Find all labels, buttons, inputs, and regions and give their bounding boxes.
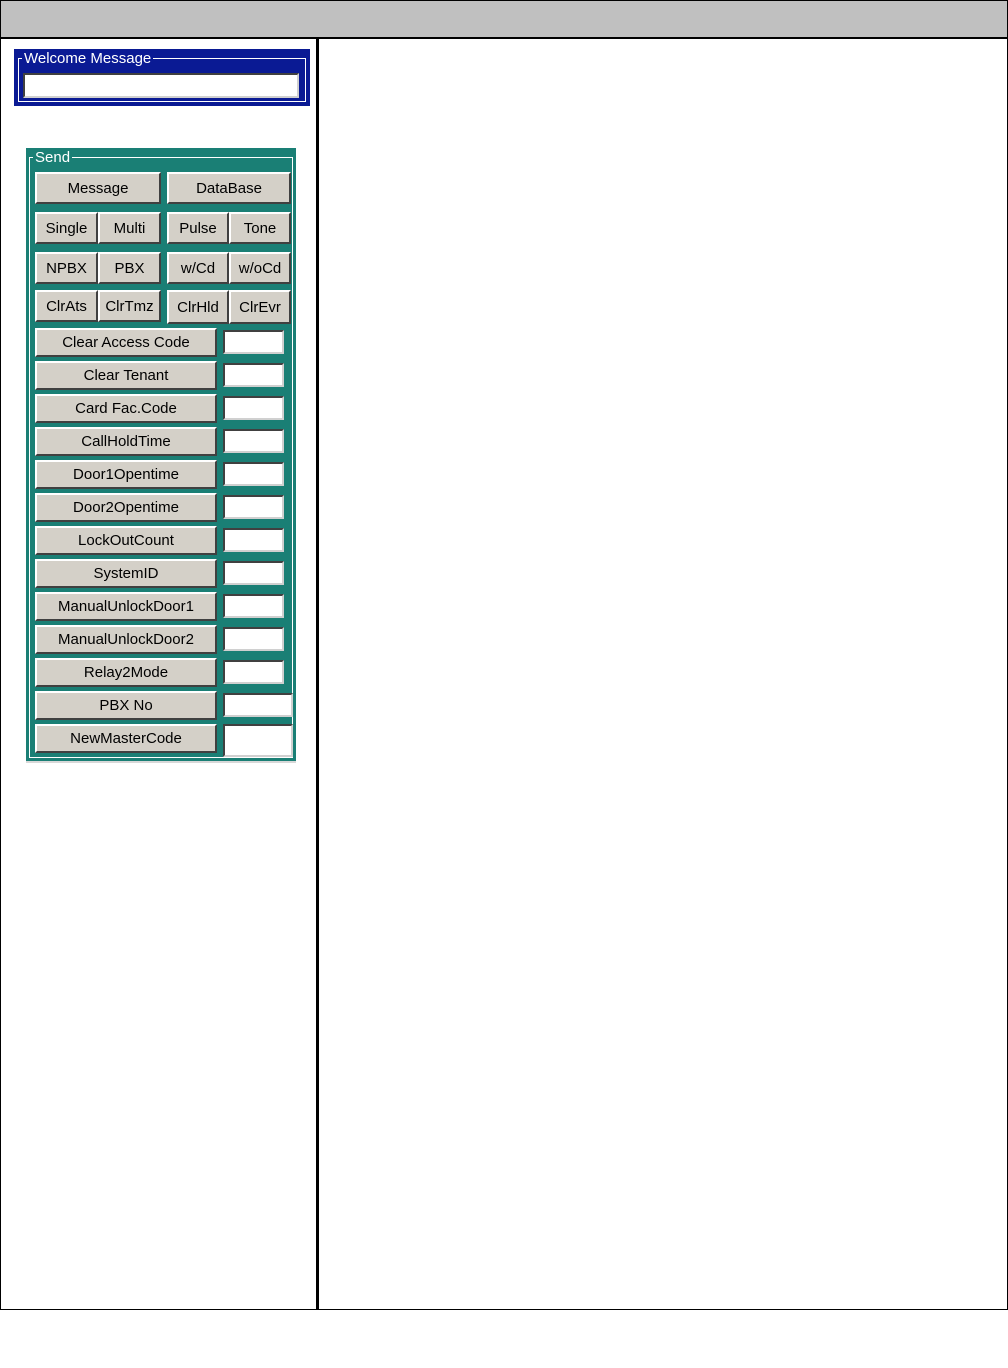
param-button[interactable]: Card Fac.Code <box>35 394 217 423</box>
clear-ats-button[interactable]: ClrAts <box>35 290 98 322</box>
welcome-message-group <box>14 49 310 106</box>
param-value-field[interactable] <box>223 396 284 420</box>
tone-button[interactable]: Tone <box>229 212 291 244</box>
param-value-field[interactable] <box>223 561 284 585</box>
welcome-message-input[interactable] <box>23 73 299 98</box>
param-value-field[interactable] <box>223 330 284 354</box>
param-button[interactable]: LockOutCount <box>35 526 217 555</box>
pulse-tone-pair <box>167 212 291 244</box>
send-legend: Send <box>35 149 71 166</box>
database-button[interactable]: DataBase <box>167 172 291 204</box>
param-value-field[interactable] <box>223 594 284 618</box>
param-value-field[interactable] <box>223 429 284 453</box>
header-bar <box>0 0 1008 38</box>
send-group <box>26 148 296 761</box>
clear-hld-evr-pair <box>167 290 291 324</box>
welcome-message-legend: Welcome Message <box>24 50 152 67</box>
param-button[interactable]: CallHoldTime <box>35 427 217 456</box>
param-value-field[interactable] <box>223 495 284 519</box>
pbx-pair <box>35 252 161 284</box>
clear-hld-button[interactable]: ClrHld <box>167 290 229 324</box>
message-button[interactable]: Message <box>35 172 161 204</box>
param-button[interactable]: Relay2Mode <box>35 658 217 687</box>
param-button[interactable]: PBX No <box>35 691 217 720</box>
param-value-field[interactable] <box>223 462 284 486</box>
param-value-field[interactable] <box>223 724 293 757</box>
card-mode-pair <box>167 252 291 284</box>
param-value-field[interactable] <box>223 660 284 684</box>
npbx-button[interactable]: NPBX <box>35 252 98 284</box>
param-button[interactable]: Door2Opentime <box>35 493 217 522</box>
right-panel <box>317 38 1008 1310</box>
param-button[interactable]: SystemID <box>35 559 217 588</box>
single-button[interactable]: Single <box>35 212 98 244</box>
pulse-button[interactable]: Pulse <box>167 212 229 244</box>
param-button[interactable]: ManualUnlockDoor2 <box>35 625 217 654</box>
clear-tmz-button[interactable]: ClrTmz <box>98 290 161 322</box>
param-button[interactable]: NewMasterCode <box>35 724 217 753</box>
param-button[interactable]: ManualUnlockDoor1 <box>35 592 217 621</box>
send-group-bottom-edge <box>26 761 296 763</box>
param-value-field[interactable] <box>223 693 293 717</box>
multi-button[interactable]: Multi <box>98 212 161 244</box>
param-value-field[interactable] <box>223 528 284 552</box>
param-value-field[interactable] <box>223 627 284 651</box>
param-value-field[interactable] <box>223 363 284 387</box>
clear-evr-button[interactable]: ClrEvr <box>229 290 291 324</box>
clear-ats-tmz-pair <box>35 290 161 322</box>
pbx-button[interactable]: PBX <box>98 252 161 284</box>
param-button[interactable]: Door1Opentime <box>35 460 217 489</box>
param-button[interactable]: Clear Tenant <box>35 361 217 390</box>
with-card-button[interactable]: w/Cd <box>167 252 229 284</box>
without-card-button[interactable]: w/oCd <box>229 252 291 284</box>
dial-mode-pair <box>35 212 161 244</box>
param-button[interactable]: Clear Access Code <box>35 328 217 357</box>
